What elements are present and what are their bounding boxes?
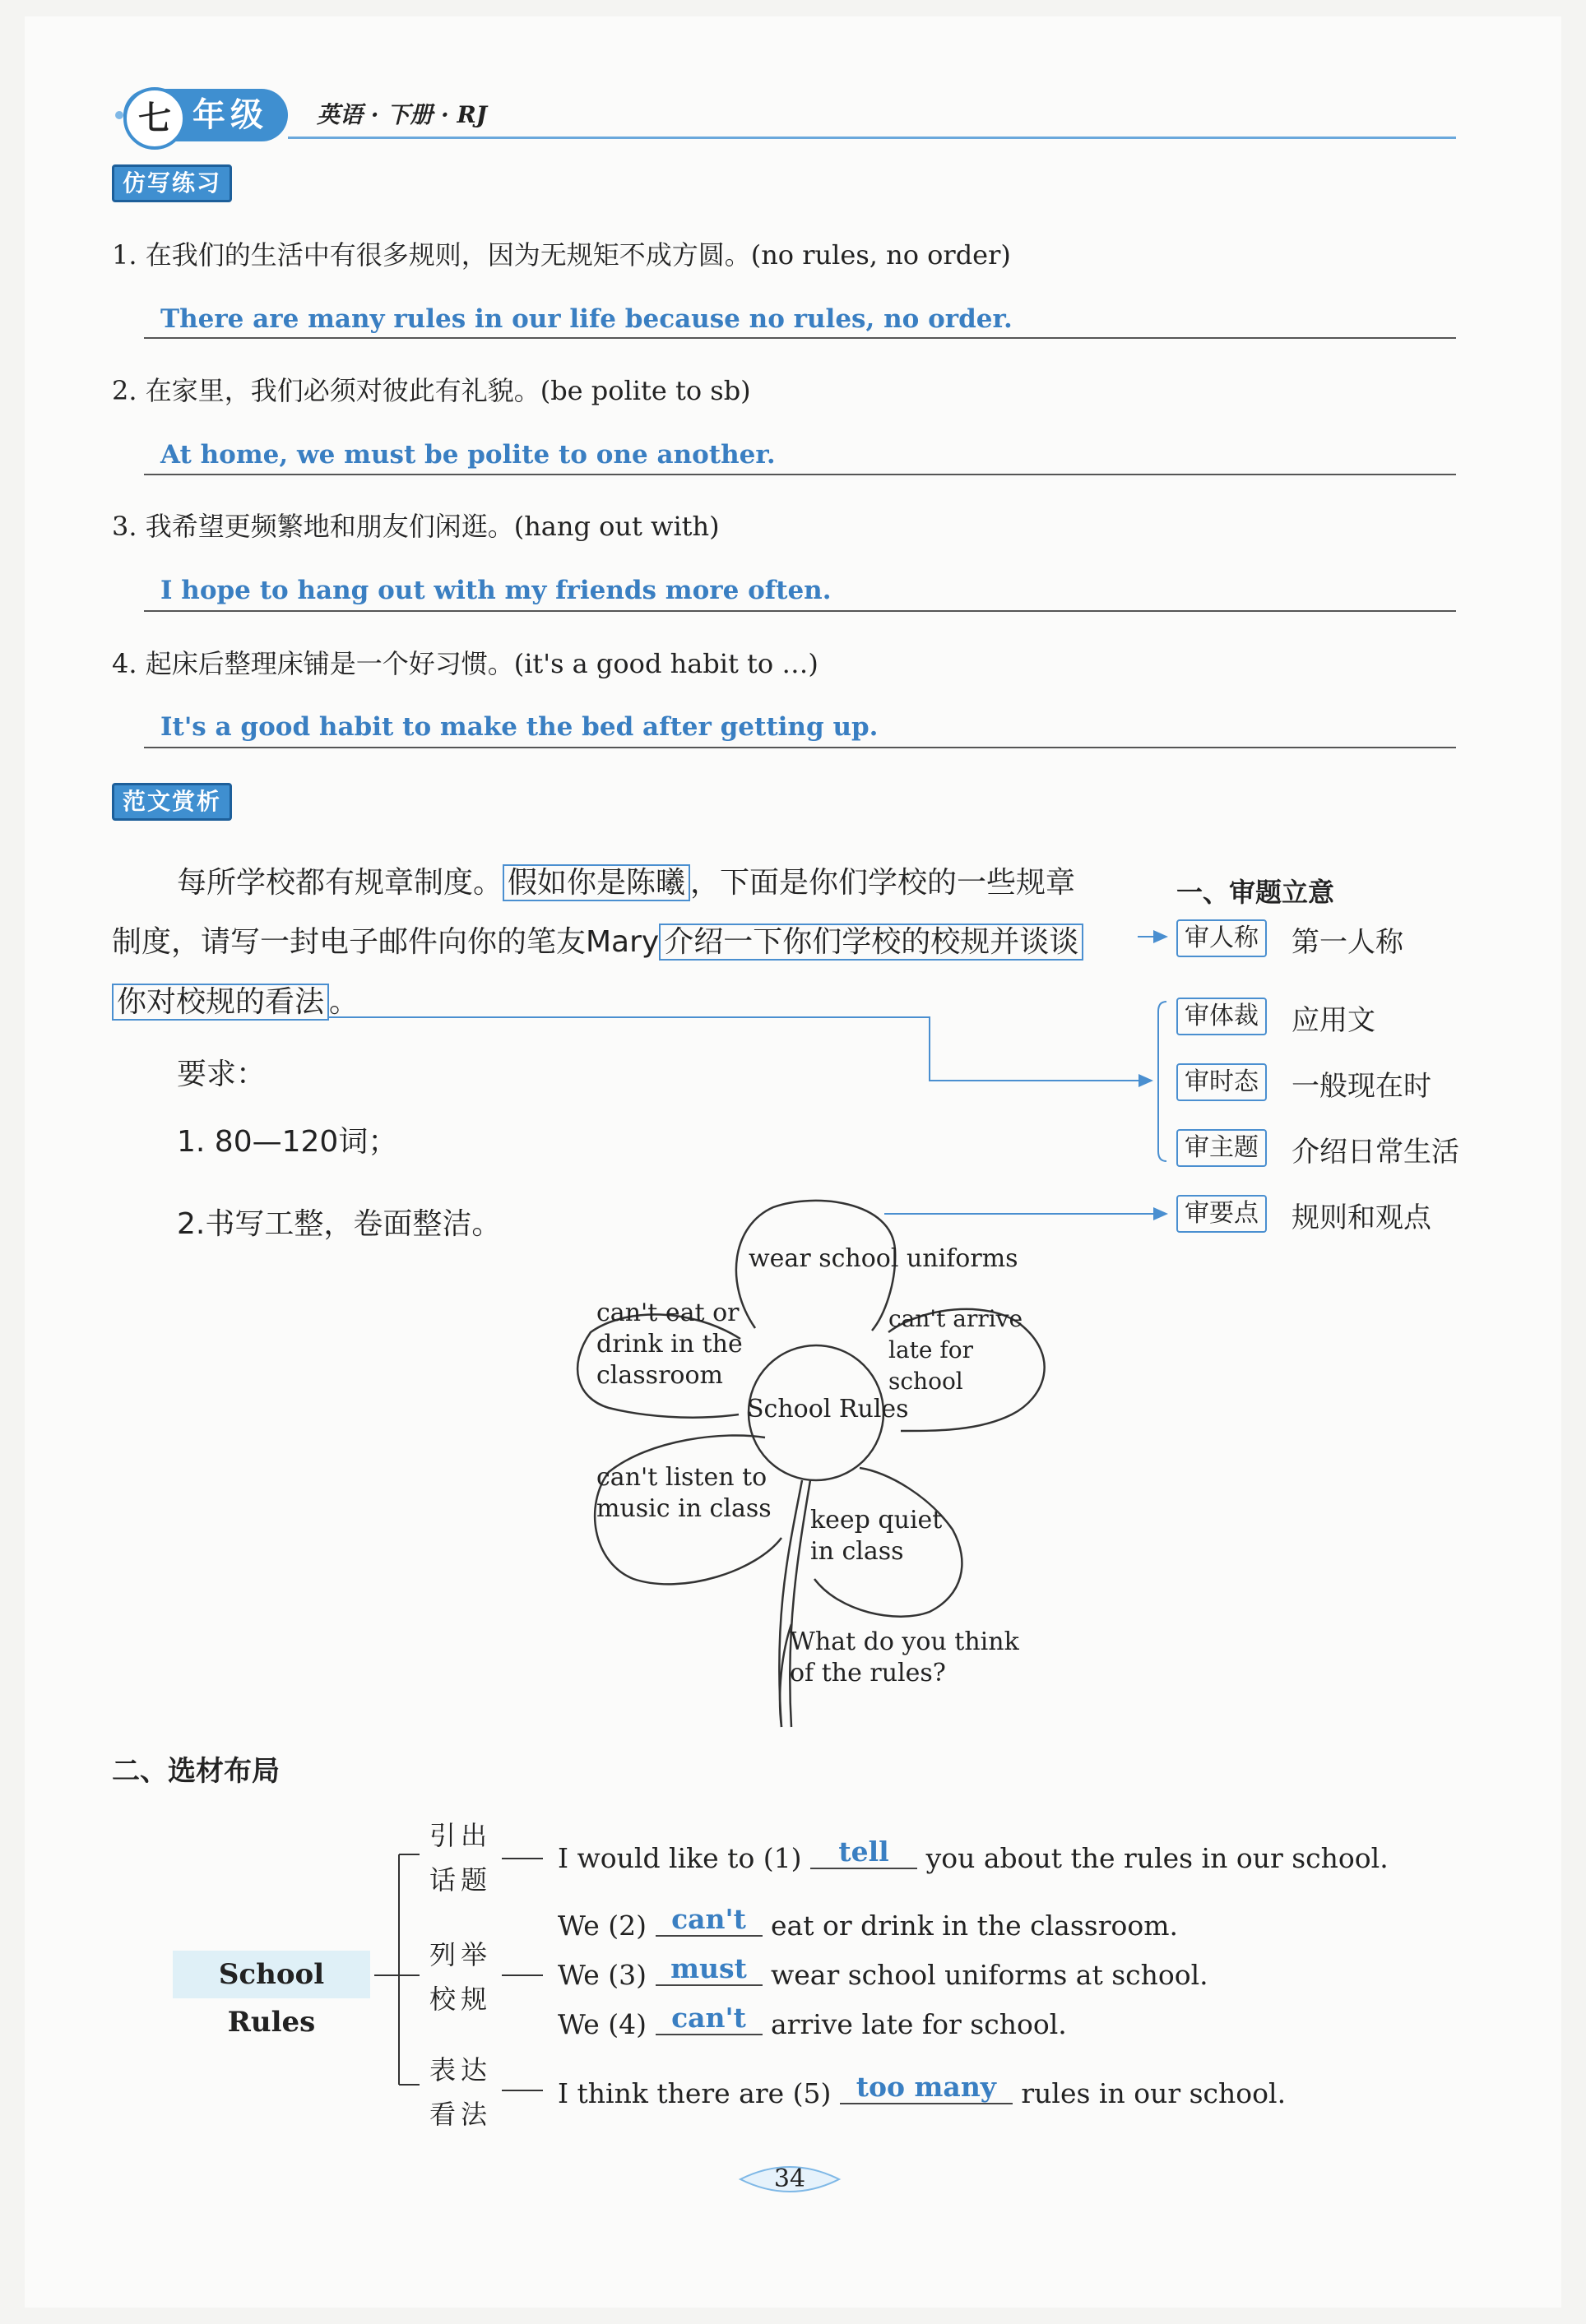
blank-1: tell [810, 1836, 917, 1869]
blank-3: must [656, 1952, 763, 1986]
petal-think: What do you think of the rules? [790, 1627, 1019, 1687]
layout-row-1: I would like to (1) tell you about the rules in our school. [558, 1836, 1389, 1874]
layout-row-3: We (3) must wear school uniforms at school. [558, 1952, 1208, 1991]
book-title: 英语 · 下册 · RJ [317, 101, 488, 128]
layout-row-4: We (4) can't arrive late for school. [558, 2002, 1067, 2040]
layout-row-5: I think there are (5) too many rules in our school. [558, 2071, 1287, 2109]
prompt-line-3: 你对校规的看法 。 [112, 979, 359, 1021]
requirements-title: 要求： [177, 1058, 267, 1091]
analysis-label-person: 审人称 [1176, 919, 1267, 957]
grade-circle: 七 [123, 87, 186, 150]
analysis-title: 一、审题立意 [1176, 877, 1335, 908]
petal-eat-drink: can't eat or drink in the classroom [596, 1299, 743, 1390]
flower-center: School Rules [747, 1395, 909, 1424]
answer-4: It's a good habit to make the bed after getting up. [160, 712, 879, 742]
tree-root: School Rules [173, 1951, 370, 1998]
requirement-1: 1. 80—120词； [177, 1125, 398, 1159]
analysis-label-points: 审要点 [1176, 1195, 1267, 1233]
prompt-box-topic: 介绍一下你们学校的校规并谈谈 [659, 924, 1083, 961]
answer-2: At home, we must be polite to one another. [160, 440, 776, 470]
arrow-bracket [329, 1017, 1152, 1081]
analysis-value-theme: 介绍日常生活 [1292, 1136, 1459, 1169]
analysis-value-genre: 应用文 [1292, 1004, 1375, 1037]
blank-4: can't [656, 2002, 763, 2035]
answer-1: There are many rules in our life because no rules, no order. [160, 304, 1013, 334]
requirement-2: 2.书写工整，卷面整洁。 [177, 1207, 502, 1241]
blank-5: too many [840, 2071, 1013, 2104]
prompt-line-2: 制度，请写一封电子邮件向你的笔友Mary 介绍一下你们学校的校规并谈谈 [112, 919, 1083, 961]
layout-row-2: We (2) can't eat or drink in the classroom. [558, 1903, 1178, 1942]
analysis-label-genre: 审体裁 [1176, 998, 1267, 1035]
grade-badge: 年级 [123, 89, 288, 141]
analysis-label-tense: 审时态 [1176, 1063, 1267, 1101]
petal-arrive-late: can't arrive late for school [888, 1305, 1023, 1395]
analysis-value-points: 规则和观点 [1292, 1201, 1431, 1234]
question-1: 1. 在我们的生活中有很多规则，因为无规矩不成方圆。(no rules, no order) [112, 239, 1011, 271]
prompt-line-1: 每所学校都有规章制度。 假如你是陈曦 ，下面是你们学校的一些规章 [177, 866, 1076, 900]
section-tag-model: 范文赏析 [112, 783, 232, 821]
stem-2 [790, 1480, 810, 1727]
petal-music: can't listen to music in class [596, 1463, 772, 1523]
prompt-box-opinion: 你对校规的看法 [112, 984, 329, 1021]
group-intro: 引出话题 [429, 1820, 493, 1896]
page-number: 34 [773, 2164, 806, 2193]
petal-keep-quiet: keep quiet in class [810, 1506, 943, 1566]
petal-uniforms: wear school uniforms [749, 1244, 1018, 1273]
question-4: 4. 起床后整理床铺是一个好习惯。(it's a good habit to …) [112, 648, 819, 679]
analysis-value-person: 第一人称 [1292, 926, 1403, 959]
analysis-value-tense: 一般现在时 [1292, 1070, 1431, 1103]
analysis-label-theme: 审主题 [1176, 1129, 1267, 1167]
blank-2: can't [656, 1903, 763, 1937]
group-rules: 列举校规 [429, 1939, 493, 2015]
prompt-box-name: 假如你是陈曦 [503, 864, 690, 901]
answer-3: I hope to hang out with my friends more often. [160, 576, 832, 605]
section-tag-practice: 仿写练习 [112, 164, 232, 202]
analysis-bracket [1158, 1002, 1166, 1161]
question-2: 2. 在家里，我们必须对彼此有礼貌。(be polite to sb) [112, 375, 751, 406]
question-3: 3. 我希望更频繁地和朋友们闲逛。(hang out with) [112, 511, 720, 542]
layout-title: 二、选材布局 [112, 1755, 280, 1788]
group-opinion: 表达看法 [429, 2054, 493, 2130]
